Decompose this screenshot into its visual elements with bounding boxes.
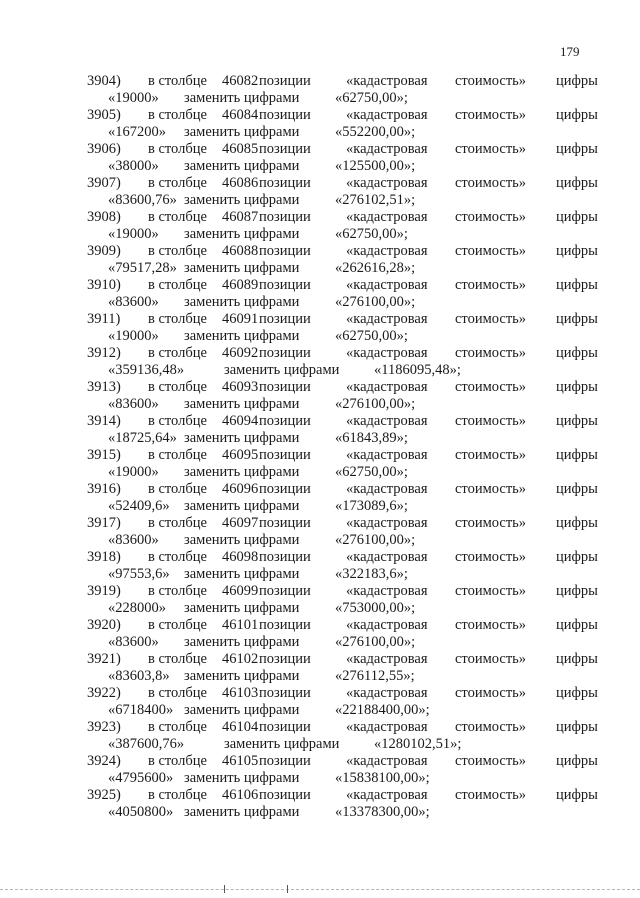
digits-word: цифры (556, 345, 598, 361)
cost-word: стоимость» (455, 447, 527, 463)
entry-number: 3910) (87, 277, 121, 293)
new-value: «173089,6»; (335, 498, 408, 514)
new-value: «322183,6»; (335, 566, 408, 582)
column-phrase: в столбце (148, 107, 207, 123)
amendment-entry (0, 787, 640, 821)
replace-phrase: заменить цифрами (184, 124, 300, 140)
digits-word: цифры (556, 583, 598, 599)
column-phrase: в столбце (148, 719, 207, 735)
new-value: «62750,00»; (335, 226, 408, 242)
new-value: «753000,00»; (335, 600, 416, 616)
amendment-entry (0, 583, 640, 617)
replace-phrase: заменить цифрами (184, 396, 300, 412)
digits-word: цифры (556, 175, 598, 191)
cost-word: стоимость» (455, 277, 527, 293)
old-value: «19000» (108, 464, 159, 480)
cost-word: стоимость» (455, 311, 527, 327)
old-value: «18725,64» (108, 430, 177, 446)
amendment-entry (0, 311, 640, 345)
cost-word: стоимость» (455, 719, 527, 735)
entry-number: 3923) (87, 719, 121, 735)
old-value: «83600» (108, 396, 159, 412)
old-value: «83600,76» (108, 192, 177, 208)
old-value: «83603,8» (108, 668, 170, 684)
new-value: «276100,00»; (335, 634, 416, 650)
digits-word: цифры (556, 311, 598, 327)
position-word: позиции (259, 243, 311, 259)
position-word: позиции (259, 583, 311, 599)
new-value: «276112,55»; (335, 668, 415, 684)
position-word: позиции (259, 413, 311, 429)
amendment-entry (0, 481, 640, 515)
amendment-entry (0, 753, 640, 787)
new-value: «262616,28»; (335, 260, 416, 276)
cadastral-word: «кадастровая (346, 549, 428, 565)
column-number: 46096 (222, 481, 259, 497)
column-phrase: в столбце (148, 345, 207, 361)
digits-word: цифры (556, 651, 598, 667)
digits-word: цифры (556, 413, 598, 429)
entry-number: 3922) (87, 685, 121, 701)
amendment-entry (0, 617, 640, 651)
column-number: 46104 (222, 719, 259, 735)
digits-word: цифры (556, 379, 598, 395)
new-value: «276100,00»; (335, 532, 416, 548)
column-phrase: в столбце (148, 141, 207, 157)
position-word: позиции (259, 515, 311, 531)
new-value: «276102,51»; (335, 192, 416, 208)
new-value: «125500,00»; (335, 158, 416, 174)
old-value: «359136,48» (108, 362, 185, 378)
replace-phrase: заменить цифрами (184, 498, 300, 514)
entry-number: 3906) (87, 141, 121, 157)
old-value: «83600» (108, 634, 159, 650)
scan-mark (287, 885, 288, 893)
replace-phrase: заменить цифрами (184, 260, 300, 276)
position-word: позиции (259, 685, 311, 701)
replace-phrase: заменить цифрами (184, 668, 300, 684)
replace-phrase: заменить цифрами (184, 430, 300, 446)
digits-word: цифры (556, 549, 598, 565)
replace-phrase: заменить цифрами (184, 464, 300, 480)
page-number: 179 (560, 44, 580, 59)
old-value: «6718400» (108, 702, 174, 718)
new-value: «276100,00»; (335, 396, 416, 412)
cost-word: стоимость» (455, 685, 527, 701)
entry-number: 3907) (87, 175, 121, 191)
cost-word: стоимость» (455, 141, 527, 157)
cadastral-word: «кадастровая (346, 345, 428, 361)
cadastral-word: «кадастровая (346, 753, 428, 769)
column-phrase: в столбце (148, 753, 207, 769)
cost-word: стоимость» (455, 175, 527, 191)
cost-word: стоимость» (455, 651, 527, 667)
amendment-entry (0, 277, 640, 311)
column-number: 46087 (222, 209, 259, 225)
position-word: позиции (259, 549, 311, 565)
entry-number: 3908) (87, 209, 121, 225)
column-number: 46086 (222, 175, 259, 191)
digits-word: цифры (556, 617, 598, 633)
replace-phrase: заменить цифрами (224, 362, 340, 378)
cost-word: стоимость» (455, 243, 527, 259)
scan-mark (224, 885, 225, 893)
column-number: 46082 (222, 73, 259, 89)
position-word: позиции (259, 277, 311, 293)
amendment-entry (0, 515, 640, 549)
cadastral-word: «кадастровая (346, 73, 428, 89)
digits-word: цифры (556, 243, 598, 259)
amendment-entry (0, 73, 640, 107)
amendment-entry (0, 413, 640, 447)
cadastral-word: «кадастровая (346, 583, 428, 599)
amendment-entry (0, 685, 640, 719)
cadastral-word: «кадастровая (346, 685, 428, 701)
digits-word: цифры (556, 141, 598, 157)
column-phrase: в столбце (148, 617, 207, 633)
cost-word: стоимость» (455, 549, 527, 565)
column-number: 46101 (222, 617, 259, 633)
column-phrase: в столбце (148, 481, 207, 497)
cadastral-word: «кадастровая (346, 515, 428, 531)
column-phrase: в столбце (148, 73, 207, 89)
entry-number: 3909) (87, 243, 121, 259)
entry-number: 3918) (87, 549, 121, 565)
entry-number: 3916) (87, 481, 121, 497)
replace-phrase: заменить цифрами (184, 770, 300, 786)
cadastral-word: «кадастровая (346, 379, 428, 395)
replace-phrase: заменить цифрами (184, 226, 300, 242)
position-word: позиции (259, 345, 311, 361)
column-number: 46089 (222, 277, 259, 293)
cost-word: стоимость» (455, 107, 527, 123)
old-value: «97553,6» (108, 566, 170, 582)
old-value: «19000» (108, 226, 159, 242)
column-phrase: в столбце (148, 379, 207, 395)
replace-phrase: заменить цифрами (184, 158, 300, 174)
cost-word: стоимость» (455, 787, 527, 803)
column-number: 46105 (222, 753, 259, 769)
new-value: «22188400,00»; (335, 702, 430, 718)
replace-phrase: заменить цифрами (184, 600, 300, 616)
amendment-entry (0, 345, 640, 379)
new-value: «62750,00»; (335, 464, 408, 480)
column-phrase: в столбце (148, 549, 207, 565)
cadastral-word: «кадастровая (346, 651, 428, 667)
entry-number: 3919) (87, 583, 121, 599)
new-value: «61843,89»; (335, 430, 408, 446)
old-value: «387600,76» (108, 736, 185, 752)
amendment-entry (0, 175, 640, 209)
column-number: 46099 (222, 583, 259, 599)
new-value: «276100,00»; (335, 294, 416, 310)
column-number: 46092 (222, 345, 259, 361)
replace-phrase: заменить цифрами (184, 532, 300, 548)
column-phrase: в столбце (148, 175, 207, 191)
new-value: «62750,00»; (335, 90, 408, 106)
cost-word: стоимость» (455, 209, 527, 225)
digits-word: цифры (556, 277, 598, 293)
digits-word: цифры (556, 107, 598, 123)
digits-word: цифры (556, 787, 598, 803)
column-phrase: в столбце (148, 209, 207, 225)
digits-word: цифры (556, 447, 598, 463)
entry-number: 3912) (87, 345, 121, 361)
position-word: позиции (259, 209, 311, 225)
replace-phrase: заменить цифрами (184, 566, 300, 582)
old-value: «228000» (108, 600, 166, 616)
amendment-entry (0, 141, 640, 175)
amendment-entry (0, 209, 640, 243)
amendment-entry (0, 379, 640, 413)
cadastral-word: «кадастровая (346, 141, 428, 157)
column-phrase: в столбце (148, 413, 207, 429)
cadastral-word: «кадастровая (346, 617, 428, 633)
old-value: «52409,6» (108, 498, 170, 514)
entry-number: 3920) (87, 617, 121, 633)
cadastral-word: «кадастровая (346, 481, 428, 497)
cadastral-word: «кадастровая (346, 107, 428, 123)
position-word: позиции (259, 311, 311, 327)
position-word: позиции (259, 719, 311, 735)
column-number: 46095 (222, 447, 259, 463)
old-value: «79517,28» (108, 260, 177, 276)
new-value: «62750,00»; (335, 328, 408, 344)
replace-phrase: заменить цифрами (184, 702, 300, 718)
digits-word: цифры (556, 73, 598, 89)
digits-word: цифры (556, 685, 598, 701)
old-value: «167200» (108, 124, 166, 140)
entry-number: 3915) (87, 447, 121, 463)
replace-phrase: заменить цифрами (184, 804, 300, 820)
page-bottom-rule (0, 889, 640, 890)
cadastral-word: «кадастровая (346, 413, 428, 429)
column-phrase: в столбце (148, 515, 207, 531)
replace-phrase: заменить цифрами (184, 294, 300, 310)
old-value: «83600» (108, 294, 159, 310)
cost-word: стоимость» (455, 583, 527, 599)
amendment-entry (0, 447, 640, 481)
old-value: «4050800» (108, 804, 174, 820)
position-word: позиции (259, 481, 311, 497)
digits-word: цифры (556, 481, 598, 497)
column-number: 46102 (222, 651, 259, 667)
cost-word: стоимость» (455, 753, 527, 769)
column-phrase: в столбце (148, 277, 207, 293)
cost-word: стоимость» (455, 481, 527, 497)
amendment-list (0, 73, 640, 821)
replace-phrase: заменить цифрами (184, 634, 300, 650)
cost-word: стоимость» (455, 379, 527, 395)
entry-number: 3921) (87, 651, 121, 667)
entry-number: 3911) (87, 311, 121, 327)
column-number: 46088 (222, 243, 259, 259)
column-phrase: в столбце (148, 447, 207, 463)
old-value: «4795600» (108, 770, 174, 786)
column-number: 46094 (222, 413, 259, 429)
position-word: позиции (259, 175, 311, 191)
replace-phrase: заменить цифрами (184, 328, 300, 344)
cost-word: стоимость» (455, 617, 527, 633)
column-phrase: в столбце (148, 787, 207, 803)
amendment-entry (0, 719, 640, 753)
new-value: «15838100,00»; (335, 770, 430, 786)
position-word: позиции (259, 73, 311, 89)
position-word: позиции (259, 107, 311, 123)
position-word: позиции (259, 379, 311, 395)
column-phrase: в столбце (148, 685, 207, 701)
column-number: 46097 (222, 515, 259, 531)
cadastral-word: «кадастровая (346, 175, 428, 191)
cadastral-word: «кадастровая (346, 787, 428, 803)
column-number: 46093 (222, 379, 259, 395)
entry-number: 3917) (87, 515, 121, 531)
position-word: позиции (259, 447, 311, 463)
entry-number: 3925) (87, 787, 121, 803)
new-value: «1186095,48»; (374, 362, 461, 378)
old-value: «38000» (108, 158, 159, 174)
old-value: «83600» (108, 532, 159, 548)
column-number: 46106 (222, 787, 259, 803)
cadastral-word: «кадастровая (346, 209, 428, 225)
column-number: 46085 (222, 141, 259, 157)
column-number: 46103 (222, 685, 259, 701)
replace-phrase: заменить цифрами (224, 736, 340, 752)
old-value: «19000» (108, 90, 159, 106)
amendment-entry (0, 651, 640, 685)
position-word: позиции (259, 651, 311, 667)
digits-word: цифры (556, 753, 598, 769)
column-number: 46084 (222, 107, 259, 123)
cadastral-word: «кадастровая (346, 277, 428, 293)
entry-number: 3913) (87, 379, 121, 395)
amendment-entry (0, 107, 640, 141)
entry-number: 3904) (87, 73, 121, 89)
amendment-entry (0, 549, 640, 583)
digits-word: цифры (556, 515, 598, 531)
column-phrase: в столбце (148, 583, 207, 599)
column-phrase: в столбце (148, 651, 207, 667)
digits-word: цифры (556, 719, 598, 735)
entry-number: 3914) (87, 413, 121, 429)
new-value: «1280102,51»; (374, 736, 462, 752)
cadastral-word: «кадастровая (346, 447, 428, 463)
digits-word: цифры (556, 209, 598, 225)
cost-word: стоимость» (455, 515, 527, 531)
position-word: позиции (259, 617, 311, 633)
entry-number: 3905) (87, 107, 121, 123)
position-word: позиции (259, 787, 311, 803)
column-number: 46098 (222, 549, 259, 565)
position-word: позиции (259, 753, 311, 769)
column-number: 46091 (222, 311, 259, 327)
column-phrase: в столбце (148, 311, 207, 327)
cadastral-word: «кадастровая (346, 719, 428, 735)
position-word: позиции (259, 141, 311, 157)
old-value: «19000» (108, 328, 159, 344)
column-phrase: в столбце (148, 243, 207, 259)
new-value: «13378300,00»; (335, 804, 430, 820)
new-value: «552200,00»; (335, 124, 416, 140)
replace-phrase: заменить цифрами (184, 90, 300, 106)
amendment-entry (0, 243, 640, 277)
replace-phrase: заменить цифрами (184, 192, 300, 208)
cadastral-word: «кадастровая (346, 311, 428, 327)
cadastral-word: «кадастровая (346, 243, 428, 259)
cost-word: стоимость» (455, 413, 527, 429)
entry-number: 3924) (87, 753, 121, 769)
cost-word: стоимость» (455, 345, 527, 361)
cost-word: стоимость» (455, 73, 527, 89)
